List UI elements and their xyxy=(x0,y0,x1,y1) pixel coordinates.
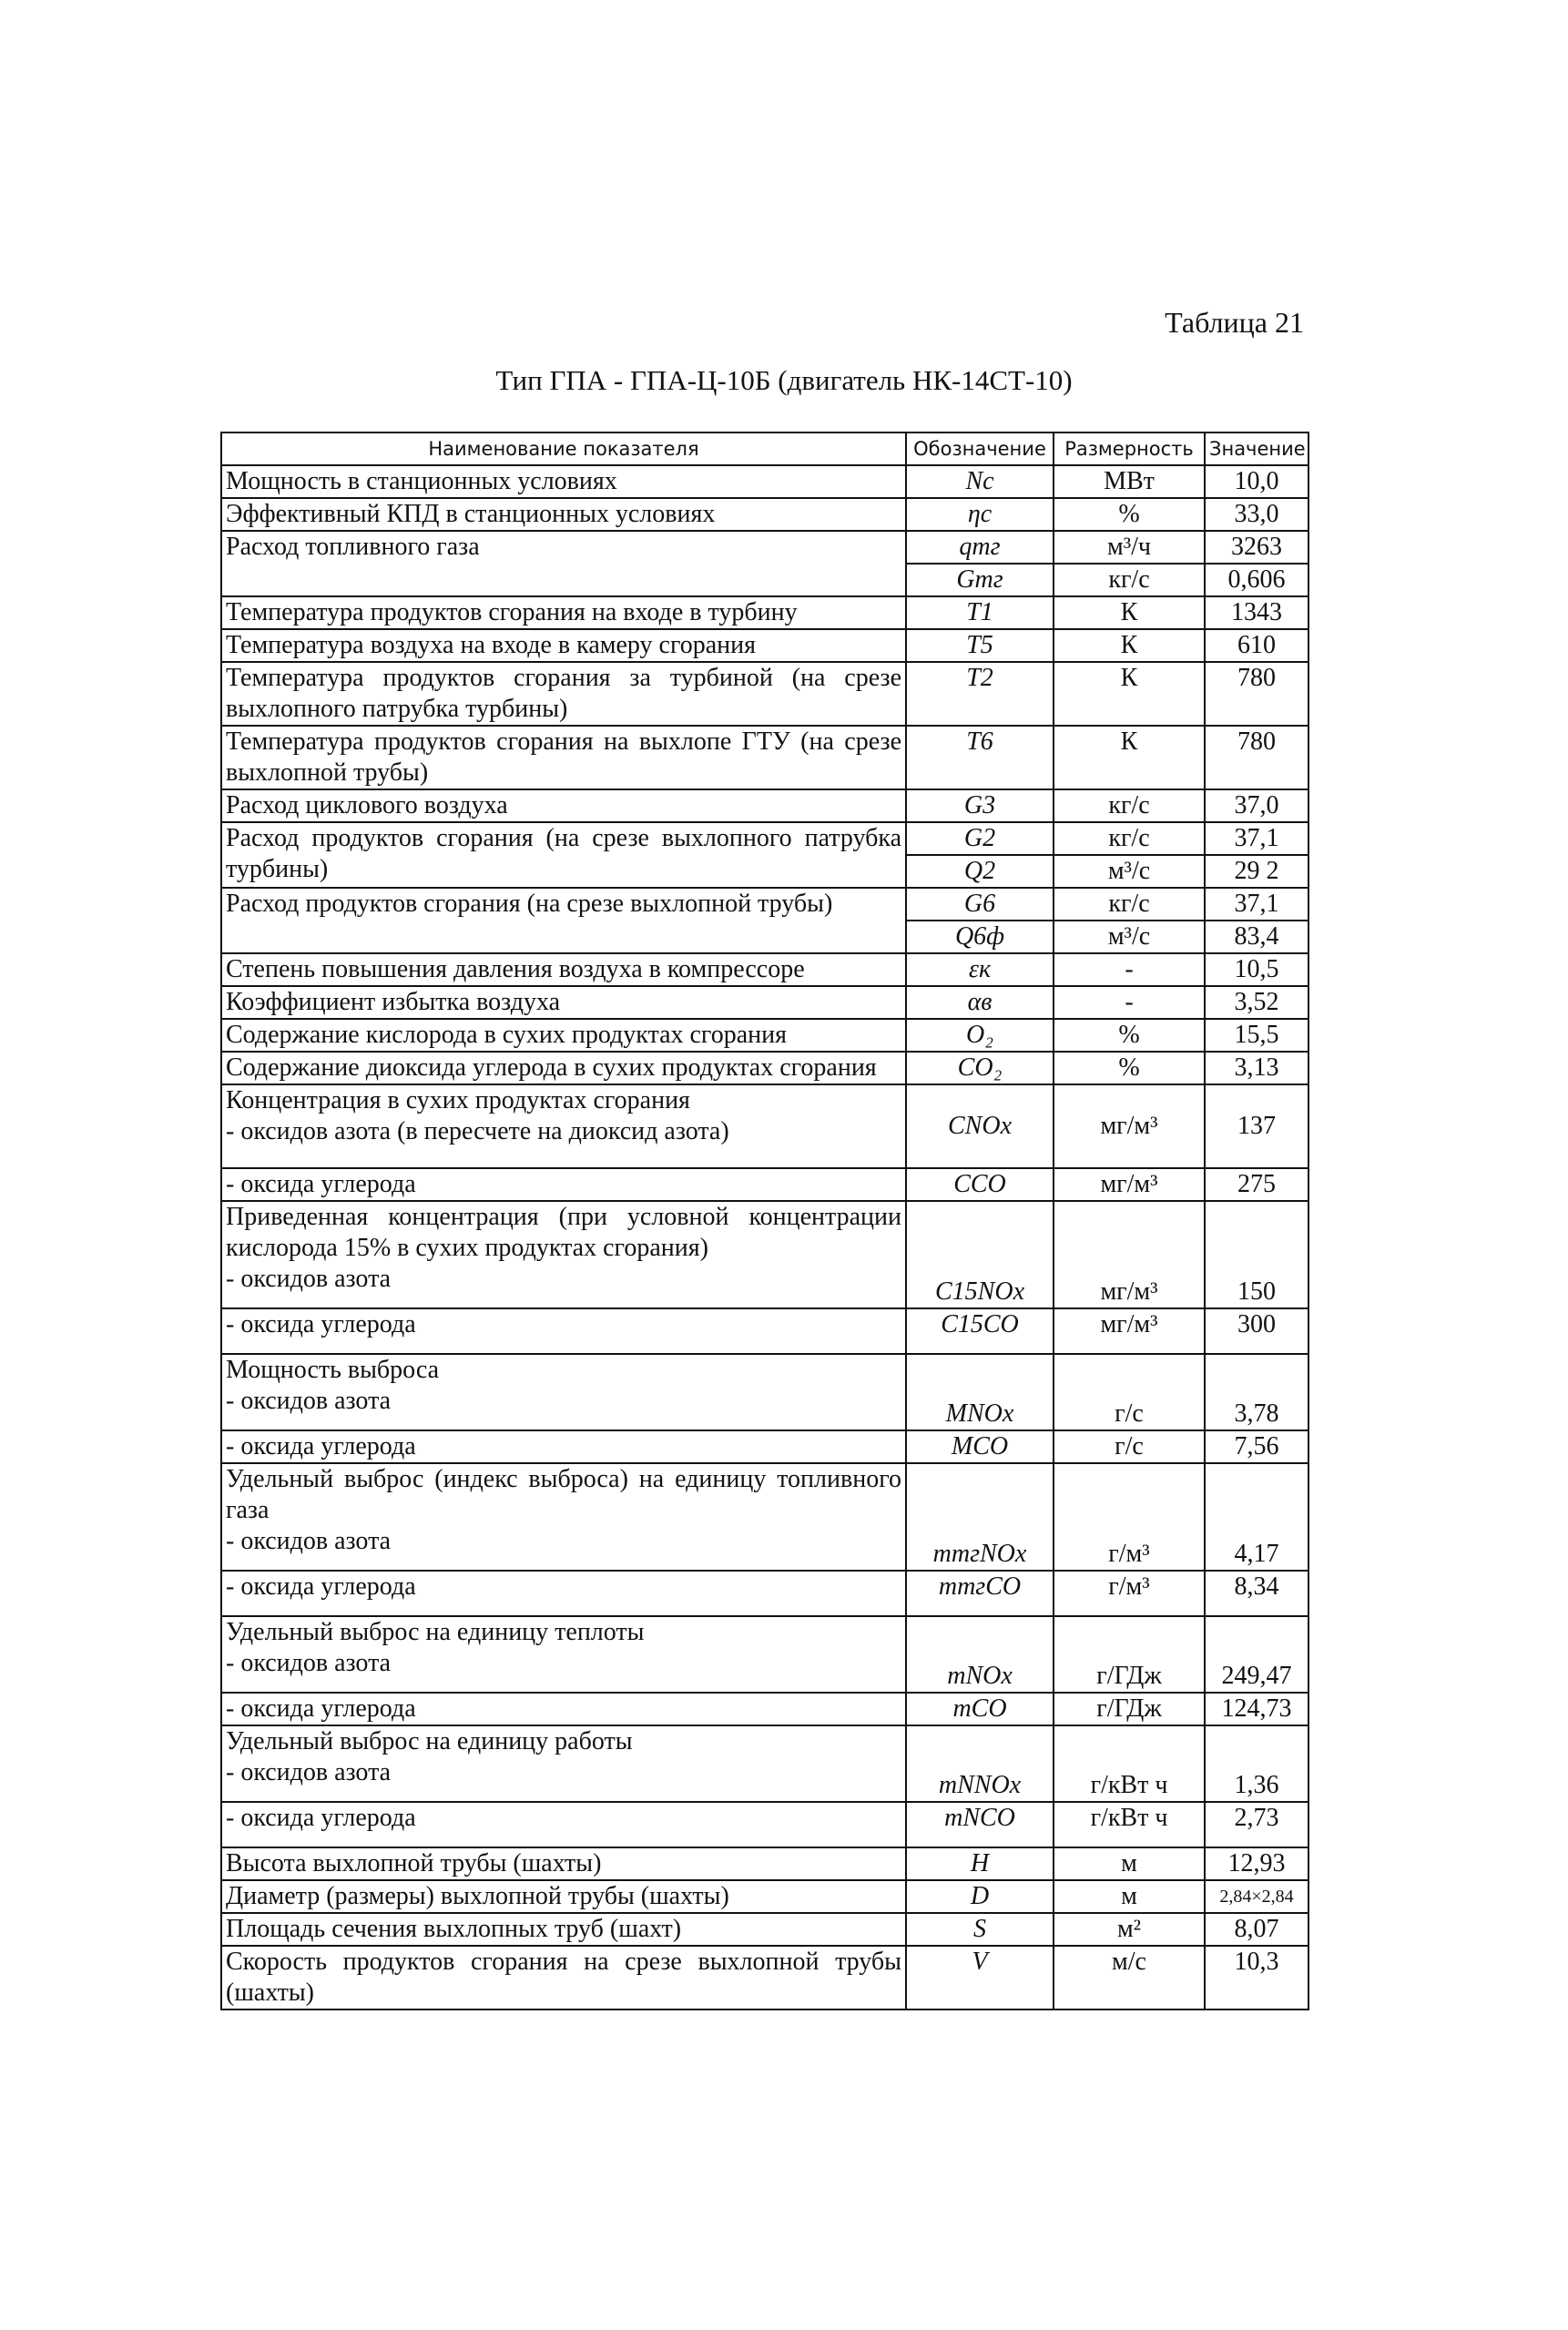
row-unit: К xyxy=(1054,662,1205,726)
row-name xyxy=(221,1201,906,1308)
group-sub-item xyxy=(221,1308,906,1354)
table-row xyxy=(221,1308,1308,1354)
row-value: 7,56 xyxy=(1205,1430,1308,1463)
table-row xyxy=(221,1880,1308,1913)
row-name: Расход циклового воздуха xyxy=(221,789,906,822)
group-sub-item: - оксидов азота xyxy=(226,1387,392,1415)
row-value: 150 xyxy=(1205,1201,1308,1308)
group-sub-item: - оксидов азота (в пересчете на диоксид азота) xyxy=(226,1117,729,1145)
group-sub-item: - оксидов азота xyxy=(226,1649,392,1677)
row-symbol: mNNOx xyxy=(906,1725,1054,1802)
row-name: Скорость продуктов сгорания на срезе выхлопной трубы (шахты) xyxy=(221,1946,906,2009)
row-value: 33,0 xyxy=(1205,498,1308,531)
group-sub-item: - оксида углерода xyxy=(221,1430,906,1463)
row-value: 780 xyxy=(1205,726,1308,789)
group-heading: Удельный выброс на единицу теплоты xyxy=(226,1618,645,1646)
row-value: 29 2 xyxy=(1205,855,1308,888)
row-symbol: mNOx xyxy=(906,1616,1054,1693)
table-row xyxy=(221,1725,1308,1802)
row-symbol: mCO xyxy=(906,1693,1054,1725)
row-symbol: C15CO xyxy=(906,1308,1054,1354)
row-name: Площадь сечения выхлопных труб (шахт) xyxy=(221,1913,906,1946)
row-unit: мг/м³ xyxy=(1054,1308,1205,1354)
table-row xyxy=(221,789,1308,822)
row-symbol: ηс xyxy=(906,498,1054,531)
row-unit: кг/с xyxy=(1054,822,1205,855)
row-value: 4,17 xyxy=(1205,1463,1308,1571)
row-name: Высота выхлопной трубы (шахты) xyxy=(221,1847,906,1880)
row-value: 37,1 xyxy=(1205,888,1308,921)
group-sub-item-text: - оксида углерода xyxy=(226,1310,416,1338)
group-heading: Мощность выброса xyxy=(226,1356,440,1384)
row-unit: % xyxy=(1054,498,1205,531)
row-symbol: G2 xyxy=(906,822,1054,855)
group-sub-item-text: - оксида углерода xyxy=(226,1572,416,1601)
row-name xyxy=(221,1616,906,1693)
row-unit: К xyxy=(1054,629,1205,662)
row-value: 8,34 xyxy=(1205,1571,1308,1616)
group-sub-item: - оксида углерода xyxy=(221,1168,906,1201)
row-value: 8,07 xyxy=(1205,1913,1308,1946)
row-value: 3,78 xyxy=(1205,1354,1308,1430)
row-unit: кг/с xyxy=(1054,789,1205,822)
group-heading: Приведенная концентрация (при условной концентрации кислорода 15% в сухих продуктах сгорания) xyxy=(226,1203,901,1262)
row-symbol: CNOx xyxy=(906,1084,1054,1168)
row-symbol: V xyxy=(906,1946,1054,2009)
row-symbol: εк xyxy=(906,953,1054,986)
row-unit: м² xyxy=(1054,1913,1205,1946)
row-unit: мг/м³ xyxy=(1054,1201,1205,1308)
group-heading: Концентрация в сухих продуктах сгорания xyxy=(226,1086,690,1114)
row-name: Расход продуктов сгорания (на срезе выхлопного патрубка турбины) xyxy=(221,822,906,888)
group-sub-item: - оксидов азота xyxy=(226,1265,392,1293)
group-heading: Удельный выброс на единицу работы xyxy=(226,1727,633,1755)
row-name: Содержание диоксида углерода в сухих продуктах сгорания xyxy=(221,1052,906,1084)
row-value: 2,73 xyxy=(1205,1802,1308,1847)
row-name: Температура продуктов сгорания на выхлопе ГТУ (на срезе выхлопной трубы) xyxy=(221,726,906,789)
header-row xyxy=(221,432,1308,465)
table-row xyxy=(221,498,1308,531)
row-unit: г/кВт ч xyxy=(1054,1802,1205,1847)
row-name xyxy=(221,1354,906,1430)
row-symbol: CCO xyxy=(906,1168,1054,1201)
row-value: 15,5 xyxy=(1205,1019,1308,1052)
parameters-table xyxy=(220,432,1309,2010)
header-unit: Размерность xyxy=(1054,432,1205,465)
table-row xyxy=(221,822,1308,855)
table-row xyxy=(221,726,1308,789)
row-unit: м³/с xyxy=(1054,921,1205,953)
row-name xyxy=(221,1463,906,1571)
row-symbol: Gтг xyxy=(906,564,1054,596)
row-unit: г/ГДж xyxy=(1054,1616,1205,1693)
header-symbol: Обозначение xyxy=(906,432,1054,465)
row-name: Диаметр (размеры) выхлопной трубы (шахты) xyxy=(221,1880,906,1913)
group-sub-item: - оксидов азота xyxy=(226,1527,392,1555)
row-value: 137 xyxy=(1205,1084,1308,1168)
table-row xyxy=(221,1847,1308,1880)
row-value: 10,5 xyxy=(1205,953,1308,986)
row-value: 10,0 xyxy=(1205,465,1308,498)
row-value: 10,3 xyxy=(1205,1946,1308,2009)
table-row xyxy=(221,888,1308,921)
row-symbol: αв xyxy=(906,986,1054,1019)
row-value: 37,0 xyxy=(1205,789,1308,822)
row-unit: г/кВт ч xyxy=(1054,1725,1205,1802)
row-value: 37,1 xyxy=(1205,822,1308,855)
row-symbol: MCO xyxy=(906,1430,1054,1463)
table-row xyxy=(221,596,1308,629)
table-row xyxy=(221,1201,1308,1308)
table-row xyxy=(221,531,1308,564)
row-symbol: D xyxy=(906,1880,1054,1913)
row-unit: К xyxy=(1054,596,1205,629)
table-caption: Таблица 21 xyxy=(1165,306,1304,339)
row-value: 124,73 xyxy=(1205,1693,1308,1725)
table-row xyxy=(221,1168,1308,1201)
row-symbol: Nс xyxy=(906,465,1054,498)
group-sub-item: - оксидов азота xyxy=(226,1758,392,1786)
row-unit: кг/с xyxy=(1054,564,1205,596)
group-sub-item: - оксида углерода xyxy=(221,1693,906,1725)
row-symbol: T2 xyxy=(906,662,1054,726)
row-unit: м³/с xyxy=(1054,855,1205,888)
row-unit: г/ГДж xyxy=(1054,1693,1205,1725)
row-unit: г/с xyxy=(1054,1354,1205,1430)
row-unit: % xyxy=(1054,1052,1205,1084)
row-symbol: mтгNOx xyxy=(906,1463,1054,1571)
table-row xyxy=(221,629,1308,662)
row-name xyxy=(221,1725,906,1802)
row-value: 249,47 xyxy=(1205,1616,1308,1693)
row-unit: К xyxy=(1054,726,1205,789)
row-symbol: Q6ф xyxy=(906,921,1054,953)
table-row xyxy=(221,1571,1308,1616)
row-value: 3,13 xyxy=(1205,1052,1308,1084)
row-value: 1,36 xyxy=(1205,1725,1308,1802)
row-symbol: G3 xyxy=(906,789,1054,822)
row-unit: м³/ч xyxy=(1054,531,1205,564)
header-name: Наименование показателя xyxy=(221,432,906,465)
row-unit: м xyxy=(1054,1847,1205,1880)
row-unit: г/м³ xyxy=(1054,1571,1205,1616)
row-unit: мг/м³ xyxy=(1054,1168,1205,1201)
row-value: 12,93 xyxy=(1205,1847,1308,1880)
table-row xyxy=(221,662,1308,726)
row-value: 1343 xyxy=(1205,596,1308,629)
row-name: Температура воздуха на входе в камеру сгорания xyxy=(221,629,906,662)
row-symbol: mтгCO xyxy=(906,1571,1054,1616)
row-symbol: G6 xyxy=(906,888,1054,921)
row-value: 780 xyxy=(1205,662,1308,726)
row-symbol: H xyxy=(906,1847,1054,1880)
table-title: Тип ГПА - ГПА-Ц-10Б (двигатель НК-14СТ-10) xyxy=(495,364,1073,396)
row-value: 300 xyxy=(1205,1308,1308,1354)
group-sub-item xyxy=(221,1802,906,1847)
table-row xyxy=(221,1019,1308,1052)
table-row xyxy=(221,1616,1308,1693)
row-symbol: Q2 xyxy=(906,855,1054,888)
row-value: 610 xyxy=(1205,629,1308,662)
row-symbol: qтг xyxy=(906,531,1054,564)
table-row xyxy=(221,1913,1308,1946)
row-symbol: S xyxy=(906,1913,1054,1946)
table-row xyxy=(221,1463,1308,1571)
table-row xyxy=(221,1084,1308,1168)
row-symbol: T6 xyxy=(906,726,1054,789)
row-unit: мг/м³ xyxy=(1054,1084,1205,1168)
row-name: Мощность в станционных условиях xyxy=(221,465,906,498)
row-symbol: mNCO xyxy=(906,1802,1054,1847)
table-row xyxy=(221,1430,1308,1463)
row-unit: МВт xyxy=(1054,465,1205,498)
table-row xyxy=(221,1802,1308,1847)
table-row xyxy=(221,1052,1308,1084)
row-unit: кг/с xyxy=(1054,888,1205,921)
table-row xyxy=(221,953,1308,986)
group-sub-item-text: - оксида углерода xyxy=(226,1804,416,1832)
row-name: Температура продуктов сгорания за турбиной (на срезе выхлопного патрубка турбины) xyxy=(221,662,906,726)
row-symbol: T5 xyxy=(906,629,1054,662)
row-unit: м xyxy=(1054,1880,1205,1913)
row-unit: % xyxy=(1054,1019,1205,1052)
table-row xyxy=(221,1693,1308,1725)
row-value: 3,52 xyxy=(1205,986,1308,1019)
row-unit: м/с xyxy=(1054,1946,1205,2009)
row-name: Содержание кислорода в сухих продуктах сгорания xyxy=(221,1019,906,1052)
row-name xyxy=(221,1084,906,1168)
row-name: Расход продуктов сгорания (на срезе выхлопной трубы) xyxy=(221,888,906,953)
row-value: 275 xyxy=(1205,1168,1308,1201)
table-row xyxy=(221,465,1308,498)
row-value: 3263 xyxy=(1205,531,1308,564)
row-symbol: CO₂ xyxy=(906,1052,1054,1084)
row-name: Коэффициент избытка воздуха xyxy=(221,986,906,1019)
row-name: Эффективный КПД в станционных условиях xyxy=(221,498,906,531)
row-name: Степень повышения давления воздуха в компрессоре xyxy=(221,953,906,986)
row-name: Расход топливного газа xyxy=(221,531,906,596)
group-heading: Удельный выброс (индекс выброса) на единицу топливного газа xyxy=(226,1465,901,1524)
table-row xyxy=(221,1354,1308,1430)
row-unit: - xyxy=(1054,953,1205,986)
row-value: 83,4 xyxy=(1205,921,1308,953)
row-symbol: C15NOx xyxy=(906,1201,1054,1308)
row-unit: - xyxy=(1054,986,1205,1019)
row-name: Температура продуктов сгорания на входе в турбину xyxy=(221,596,906,629)
group-sub-item xyxy=(221,1571,906,1616)
row-symbol: MNOx xyxy=(906,1354,1054,1430)
table-row xyxy=(221,986,1308,1019)
table-row xyxy=(221,1946,1308,2009)
row-symbol: T1 xyxy=(906,596,1054,629)
row-symbol: O₂ xyxy=(906,1019,1054,1052)
row-unit: г/с xyxy=(1054,1430,1205,1463)
header-value: Значение xyxy=(1205,432,1308,465)
row-value: 0,606 xyxy=(1205,564,1308,596)
row-value: 2,84×2,84 xyxy=(1205,1880,1308,1913)
row-unit: г/м³ xyxy=(1054,1463,1205,1571)
